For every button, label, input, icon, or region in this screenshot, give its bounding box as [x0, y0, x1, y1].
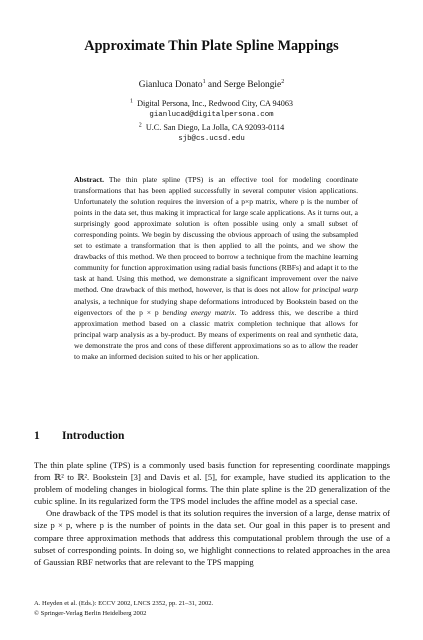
affiliation-number: 2: [138, 122, 142, 129]
body-text: [34, 459, 390, 568]
abstract-emphasis: bending energy matrix: [162, 307, 235, 317]
abstract-label: Abstract.: [74, 175, 104, 184]
footer-citation: A. Heyden et al. (Eds.): ECCV 2002, LNCS 2352, pp. 21–31, 2002.: [34, 600, 214, 607]
paragraph: The thin plate spline (TPS) is a commonly used basis function for representing coordinate mappings from ℝ² to ℝ². Bookstein [3] and Davis et al. [5], for example, have studied its application to the problem of modeling changes in biological forms. The thin plate spline is the 2D generalization of the cubic spline. In its regularized form the TPS model includes the affine model as a special case.: [34, 460, 390, 507]
affiliation-text: Digital Persona, Inc., Redwood City, CA 94063: [137, 99, 294, 108]
section-number: 1: [34, 430, 40, 442]
abstract: [74, 174, 358, 362]
affiliation-number: 1: [129, 98, 133, 105]
author-line: [0, 80, 423, 90]
affiliation-marker: 1: [202, 78, 206, 85]
affiliation-marker: 2: [281, 78, 285, 85]
affiliation-1: [0, 98, 423, 110]
abstract-emphasis: principal warp: [312, 285, 358, 295]
footer: [34, 599, 213, 618]
abstract-text: analysis, a technique for studying shape deformations introduced by Bookstein based on the eigenvectors of the p × p: [74, 296, 358, 317]
email-1: gianlucad@digitalpersona.com: [149, 111, 274, 119]
paper-title: Approximate Thin Plate Spline Mappings: [84, 38, 339, 54]
author-name: Gianluca Donato: [138, 80, 203, 90]
abstract-text: The thin plate spline (TPS) is an effective tool for modeling coordinate transformations that has been applied successfully in several computer vision applications. Unfortunately the solution requires the inversion of a p×p matrix, where p is the number of points in the data set, thus making it impractical for large scale applications. As it turns out, a surprisingly good approximate solution is often possible using only a small subset of corresponding points. We begin by discussing the obvious approach of using the subsampled set to estimate a transformation that is then applied to all the points, and we show the drawbacks of this method. We then proceed to borrow a technique from the machine learning community for function approximation using radial basis functions (RBFs) and adapt it to the task at hand. Using this method, we demonstrate a significant improvement over the naive method. One drawback of this method, however, is that is does not allow for: [74, 175, 358, 295]
author-name: Serge Belongie: [223, 80, 282, 90]
author-conjunction: and: [205, 80, 224, 90]
section-title: Introduction: [62, 430, 125, 442]
paragraph: One drawback of the TPS model is that its solution requires the inversion of a large, dense matrix of size p × p, where p is the number of points in the data set. Our goal in this paper is to present and compare three approximation methods that address this computational problem through the use of a subset of corresponding points. In doing so, we highlight connections to related approaches in the area of Gaussian RBF networks that are relevant to the TPS mapping: [34, 508, 390, 567]
affiliation-text: U.C. San Diego, La Jolla, CA 92093-0114: [145, 123, 285, 132]
email-2: sjb@cs.ucsd.edu: [178, 135, 245, 143]
abstract-text: . To address this, we describe a third approximation method based on a classic matrix completion technique that allows for principal warp analysis as a by-product. By means of experiments on real and synthetic data, we demonstrate the pros and cons of these different approximations so as to allow the reader to make an informed decision suited to his or her application.: [74, 307, 358, 361]
affiliation-2: [0, 122, 423, 134]
section-heading: [34, 430, 124, 442]
footer-copyright: © Springer-Verlag Berlin Heidelberg 2002: [34, 609, 147, 617]
